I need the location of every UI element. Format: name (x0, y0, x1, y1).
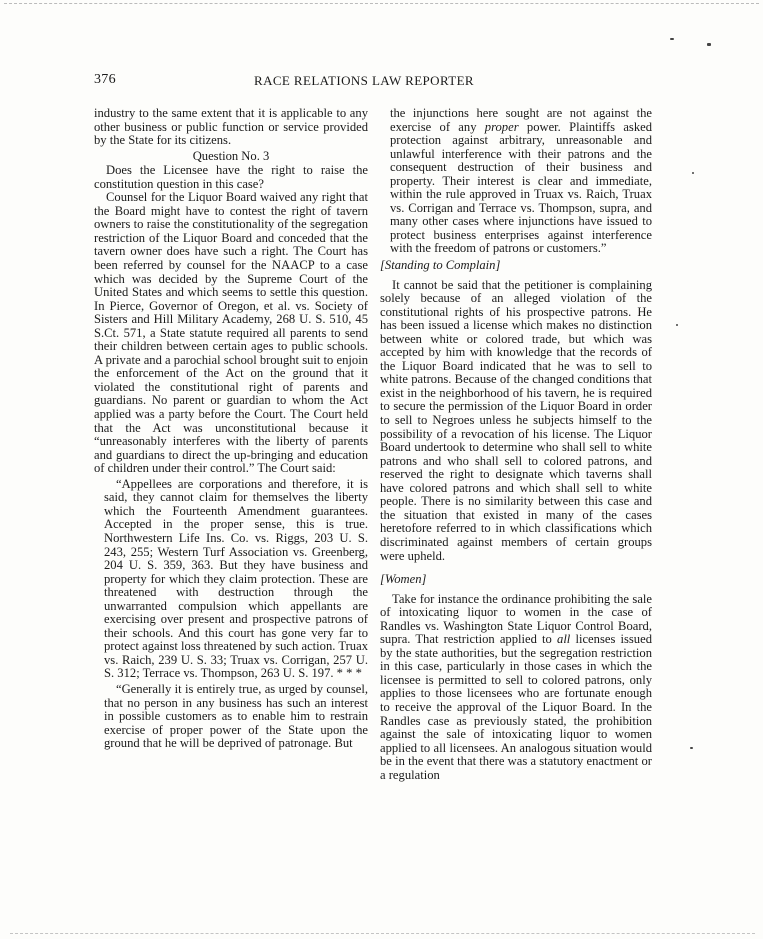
scan-top-border (4, 3, 759, 4)
scan-speck (707, 43, 711, 46)
scan-bottom-border (10, 933, 755, 934)
paragraph (380, 593, 652, 783)
text-span: the injunctions here sought are not against the exercise of any (390, 106, 652, 134)
running-title: RACE RELATIONS LAW REPORTER (254, 73, 474, 88)
scan-speck (690, 747, 693, 749)
scan-speck (676, 324, 678, 326)
paragraph: Counsel for the Liquor Board waived any right that the Board might have to contest the right of tavern owners to raise the constitutionality of the segregation restriction of the Liquor Board and conceded that the tavern owner does have such a right. The Court has been referred by counsel for the NAACP to a case which was decided by the Supreme Court of the United States and which seems to settle this question. In Pierce, Governor of Oregon, et al. vs. Society of Sisters and Hill Military Academy, 268 U. S. 510, 45 S.Ct. 571, a State statute required all parents to send their children between certain ages to public schools. A private and a parochial school brought suit to enjoin the enforcement of the Act on the ground that it violated the constitutional right of parents and guardians. No parent or guardian to whom the Act applied was a party before the Court. The Court held that the Act was unconstitutional because it “unreasonably interferes with the liberty of parents and guardians to direct the up-bringing and education of children under their control.” The Court said: (94, 190, 368, 476)
right-column (380, 107, 652, 782)
section-heading: [Standing to Complain] (380, 258, 501, 273)
emphasis: all (557, 632, 571, 647)
block-quote-continued (390, 107, 652, 256)
text-span: licenses issued by the state authorities, but the segregation restriction in this case, particularly in those cases in which the licensee is permitted to sell to colored patrons, only applies to those licensees who are fortunate enough to receive the approval of the Liquor Board. In the Randles case as previously stated, the prohibition against the sale of intoxicating liquor to women applied to all licensees. An analogous situation would be in the event that there was a statutory enactment or a regulation (380, 632, 652, 782)
emphasis: proper (484, 119, 519, 134)
block-quote: “Generally it is entirely true, as urged by counsel, that no person in any business has such an interest in possible customers as to enable him to restrain exercise of proper power of the State upon the ground that he will be deprived of patronage. But (104, 681, 368, 751)
text-span: Take for instance the ordinance prohibiting the sale of intoxicating liquor to women in the case of Randles vs. Washington State Liquor Control Board, supra. That restriction applied to (380, 591, 652, 647)
left-column (94, 107, 368, 751)
paragraph: Does the Licensee have the right to raise the constitution question in this case? (94, 163, 368, 191)
paragraph: It cannot be said that the petitioner is complaining solely because of an alleged violation of the constitutional rights of his prospective patrons. He has been issued a license which makes no distinction between white or colored trade, but which was accepted by him with knowledge that the records of the Liquor Board indicated that he was to sell to white patrons. Because of the changed conditions that exist in the neighborhood of his tavern, he is required to secure the permission of the Liquor Board in order to sell to Negroes unless he subjects himself to the possibility of a revocation of his license. The Liquor Board undertook to determine who shall sell to white patrons and who shall sell to colored patrons, and reserved the right to designate which taverns shall have colored patrons and which shall sell to white people. There is no similarity between this case and the situation that existed in many of the cases heretofore referred to in which classifications which discriminated against members of certain groups were upheld. (380, 277, 652, 563)
question-heading: Question No. 3 (192, 148, 270, 163)
scan-speck (670, 38, 674, 40)
page-number: 376 (94, 72, 116, 87)
paragraph: industry to the same extent that it is applicable to any other business or public function or service provided by the State for its citizens. (94, 106, 368, 148)
text-span: power. Plaintiffs asked protection against arbitrary, unreasonable and unlawful interference with their patrons and the consequent destruction of their business and property. Their interest is clear and immediate, within the rule approved in Truax vs. Raich, Truax vs. Corrigan and Terrace vs. Thompson, supra, and many other cases where injunctions have issued to protect business enterprises against interference with the freedom of patrons or customers.” (390, 119, 652, 256)
block-quote: “Appellees are corporations and therefore, it is said, they cannot claim for themselves the liberty which the Fourteenth Amendment guarantees. Accepted in the proper sense, this is true. Northwestern Life Ins. Co. vs. Riggs, 203 U. S. 243, 255; Western Turf Association vs. Greenberg, 204 U. S. 359, 363. But they have business and property for which they claim protection. These are threatened with destruction through the unwarranted compulsion which appellants are exercising over present and prospective patrons of their schools. And this court has gone very far to protect against loss threatened by such action. Truax vs. Raich, 239 U. S. 33; Truax vs. Corrigan, 257 U. S. 312; Terrace vs. Thompson, 263 U. S. 197. * * * (104, 476, 368, 681)
section-heading: [Women] (380, 572, 427, 587)
scan-speck (692, 172, 694, 174)
